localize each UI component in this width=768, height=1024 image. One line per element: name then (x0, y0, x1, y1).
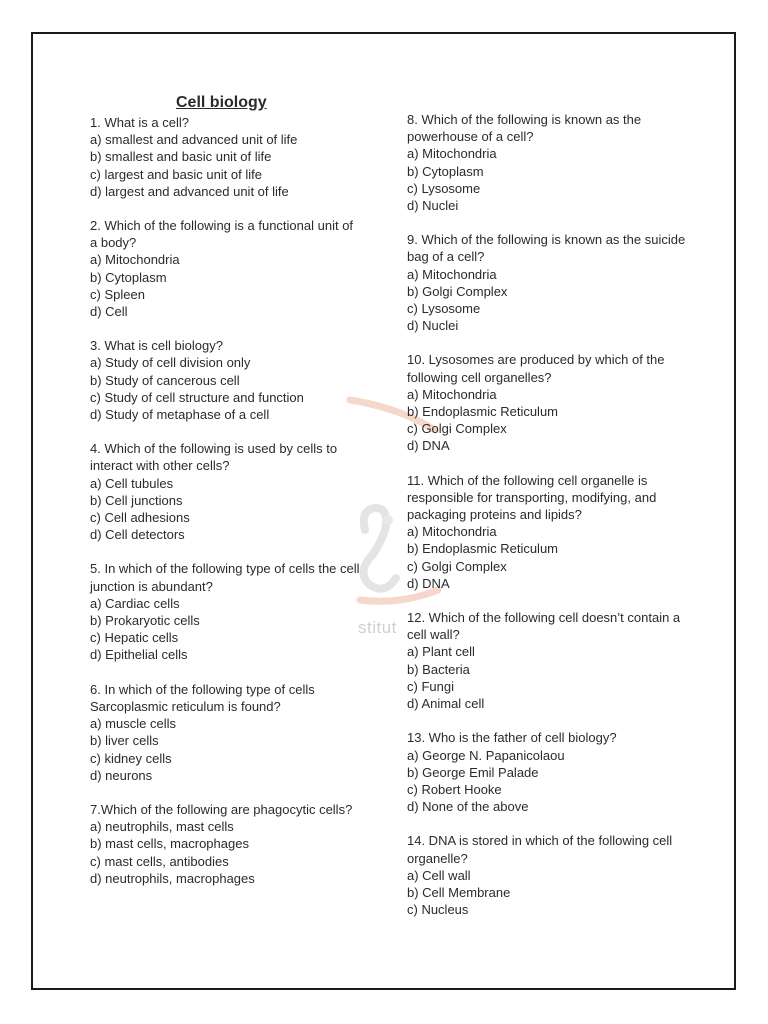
page-title: Cell biology (176, 94, 267, 111)
answer-option: a) Cell wall (407, 867, 471, 883)
question-block (407, 609, 687, 712)
answer-option: c) Cell adhesions (90, 510, 190, 526)
question-text: 10. Lysosomes are produced by which of the following cell organelles? (407, 352, 665, 385)
right-question-column (407, 111, 687, 935)
answer-option: c) largest and basic unit of life (90, 166, 262, 182)
answer-option: d) Cell detectors (90, 527, 185, 543)
question-block (407, 832, 687, 918)
answer-option: a) Study of cell division only (90, 355, 251, 371)
answer-option: c) Lysosome (407, 180, 481, 196)
answer-option: b) smallest and basic unit of life (90, 149, 272, 165)
answer-option: d) Cell (90, 304, 128, 320)
answer-option: a) Plant cell (407, 644, 475, 660)
question-text: 5. In which of the following type of cells the cell junction is abundant? (90, 561, 360, 594)
answer-option: a) neutrophils, mast cells (90, 819, 234, 835)
answer-option: c) Golgi Complex (407, 558, 507, 574)
question-text: 6. In which of the following type of cells Sarcoplasmic reticulum is found? (90, 681, 315, 714)
answer-option: b) Golgi Complex (407, 283, 508, 299)
question-block (407, 472, 687, 592)
question-block (407, 729, 687, 815)
left-question-column (90, 114, 360, 904)
answer-option: a) Cardiac cells (90, 595, 180, 611)
answer-option: a) Mitochondria (407, 524, 497, 540)
question-text: 1. What is a cell? (90, 115, 189, 130)
question-text: 11. Which of the following cell organelle is responsible for transporting, modifying, and packaging proteins and lipids? (407, 472, 657, 523)
question-block (90, 560, 360, 663)
watermark-text: stitut (358, 618, 397, 637)
answer-option: c) Golgi Complex (407, 421, 507, 437)
answer-option: d) Nuclei (407, 318, 459, 334)
answer-option: b) Endoplasmic Reticulum (407, 541, 559, 557)
answer-option: b) Study of cancerous cell (90, 372, 240, 388)
question-block (407, 351, 687, 454)
answer-option: a) muscle cells (90, 716, 176, 732)
question-block (407, 231, 687, 334)
answer-option: c) Spleen (90, 286, 145, 302)
answer-option: a) smallest and advanced unit of life (90, 132, 298, 148)
question-text: 3. What is cell biology? (90, 338, 223, 354)
answer-option: d) Nuclei (407, 198, 459, 214)
question-text: 9. Which of the following is known as the suicide bag of a cell? (407, 232, 686, 265)
question-text: 8. Which of the following is known as the powerhouse of a cell? (407, 112, 642, 145)
answer-option: c) Hepatic cells (90, 630, 179, 646)
answer-option: d) neutrophils, macrophages (90, 870, 255, 886)
question-text: 14. DNA is stored in which of the following cell organelle? (407, 833, 673, 866)
answer-option: a) Mitochondria (407, 266, 497, 282)
question-text: 4. Which of the following is used by cells to interact with other cells? (90, 441, 338, 474)
answer-option: c) Study of cell structure and function (90, 389, 304, 405)
question-text: 2. Which of the following is a functional unit of a body? (90, 218, 354, 251)
answer-option: b) Cytoplasm (407, 163, 484, 179)
answer-option: a) Mitochondria (407, 146, 497, 162)
answer-option: a) Mitochondria (407, 386, 497, 402)
answer-option: b) Prokaryotic cells (90, 613, 200, 629)
question-block (90, 440, 360, 543)
answer-option: b) George Emil Palade (407, 764, 539, 780)
answer-option: b) Bacteria (407, 661, 470, 677)
answer-option: d) DNA (407, 438, 450, 454)
answer-option: c) Lysosome (407, 301, 481, 317)
answer-option: a) George N. Papanicolaou (407, 747, 565, 763)
question-block (407, 111, 687, 214)
answer-option: b) mast cells, macrophages (90, 836, 249, 852)
answer-option: b) Cytoplasm (90, 269, 167, 285)
answer-option: c) Fungi (407, 678, 454, 694)
answer-option: b) Cell junctions (90, 492, 183, 508)
answer-option: b) Cell Membrane (407, 884, 511, 900)
answer-option: b) liver cells (90, 733, 159, 749)
answer-option: d) neurons (90, 767, 153, 783)
answer-option: d) DNA (407, 575, 450, 591)
question-text: 13. Who is the father of cell biology? (407, 730, 617, 746)
question-block (90, 681, 360, 784)
answer-option: d) Study of metaphase of a cell (90, 407, 270, 423)
answer-option: a) Mitochondria (90, 252, 180, 268)
question-block (90, 801, 360, 887)
answer-option: d) Epithelial cells (90, 647, 188, 663)
answer-option: c) kidney cells (90, 750, 172, 766)
answer-option: d) largest and advanced unit of life (90, 183, 289, 199)
answer-option: c) mast cells, antibodies (90, 853, 229, 869)
question-text: 7.Which of the following are phagocytic cells? (90, 801, 353, 817)
question-block (90, 217, 360, 320)
question-block (90, 337, 360, 423)
question-block (90, 114, 360, 200)
question-text: 12. Which of the following cell doesn’t contain a cell wall? (407, 610, 681, 643)
answer-option: c) Nucleus (407, 902, 469, 918)
answer-option: b) Endoplasmic Reticulum (407, 404, 559, 420)
answer-option: d) Animal cell (407, 696, 485, 712)
answer-option: d) None of the above (407, 799, 529, 815)
answer-option: c) Robert Hooke (407, 781, 502, 797)
answer-option: a) Cell tubules (90, 475, 174, 491)
